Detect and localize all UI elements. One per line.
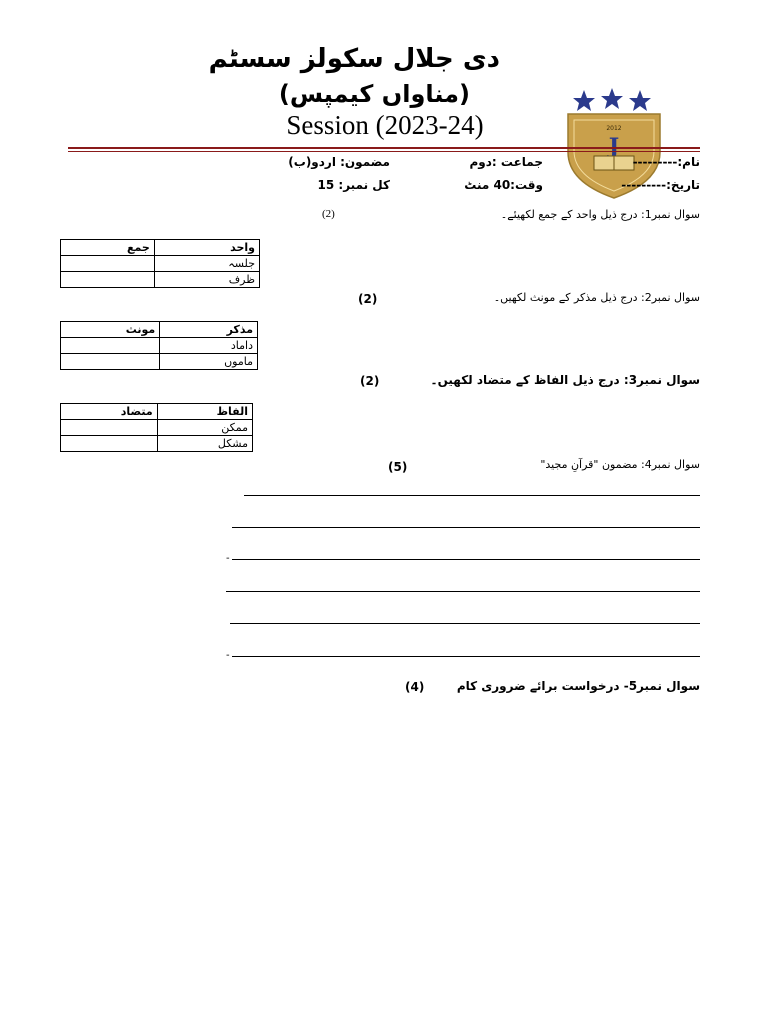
session-title: Session (2023-24) [286,110,484,140]
header-rule-thin [68,151,700,152]
writing-line [232,559,700,560]
writing-line [232,527,700,528]
table-cell: مشکل [157,436,252,452]
question-1-marks: (2) [322,208,335,220]
table-header: جمع [61,240,155,256]
logo-star-right [629,90,651,111]
logo-star-left [573,90,595,111]
table-cell: ماموں [160,354,258,370]
answer-cell [61,256,155,272]
total-marks-field: کل نمبر: 15 [317,178,390,192]
line-dash: - [226,650,230,661]
table-cell: جلسہ [154,256,259,272]
header-rule [68,147,700,149]
question-3-text: سوال نمبر3: درج ذیل الفاظ کے متضاد لکھیں۔ [430,373,700,387]
question-5-text: سوال نمبر5- درخواست برائے ضروری کام [456,679,700,693]
writing-line [230,623,700,624]
table-header: واحد [154,240,259,256]
writing-line [244,495,700,496]
answer-cell [61,354,160,370]
school-name: دی جلال سکولز سسٹم [208,44,500,74]
time-field: وقت:40 منٹ [464,178,543,192]
class-field: جماعت :دوم [469,155,543,169]
date-field: تاریخ:--------- [621,178,700,192]
writing-line [232,656,700,657]
table-cell: داماد [160,338,258,354]
question-2-table [60,321,258,370]
subject-field: مضمون: اردو(ب) [288,155,390,169]
writing-line [226,591,700,592]
question-3-marks: (2) [360,374,380,388]
question-4-marks: (5) [388,460,408,474]
answer-cell [61,436,158,452]
table-cell: ظرف [154,272,259,288]
table-header: الفاظ [157,404,252,420]
question-3-table [60,403,253,452]
logo-year: 2012 [606,125,622,132]
question-1-table [60,239,260,288]
campus-name: (مناواں کیمپس) [278,80,470,108]
table-header: مذکر [160,322,258,338]
question-2-text: سوال نمبر2: درج ذیل مذکر کے مونث لکھیں۔ [493,291,700,304]
answer-cell [61,338,160,354]
table-header: مونث [61,322,160,338]
table-header: متضاد [61,404,158,420]
question-5-marks: (4) [405,680,425,694]
answer-cell [61,272,155,288]
answer-cell [61,420,158,436]
table-cell: ممکن [157,420,252,436]
name-field: نام:--------- [632,155,700,169]
question-2-marks: (2) [358,292,378,306]
question-4-text: سوال نمبر4: مضمون "قرآنِ مجید" [540,458,700,471]
logo-star-center [601,88,623,109]
question-1-text: سوال نمبر1: درج ذیل واحد کے جمع لکھیئے۔ [500,208,700,221]
line-dash: - [226,553,230,564]
